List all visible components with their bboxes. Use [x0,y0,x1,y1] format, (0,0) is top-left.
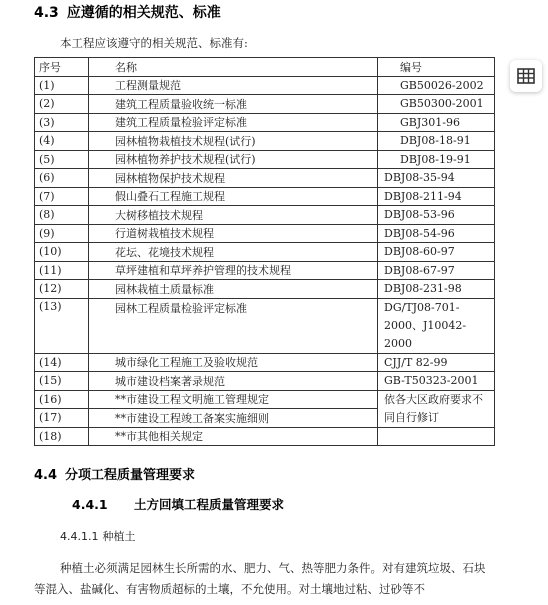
table-row [35,132,495,151]
header-name: 名称 [89,58,378,77]
row-code-empty [378,427,495,446]
row-code: DG/TJ08-701-2000、J10042-2000 [378,298,495,353]
subsubsection-heading [60,528,135,544]
row-seq: (1) [35,76,89,95]
table-row [35,150,495,169]
table-header-row [35,58,495,77]
section-title: 应遵循的相关规范、标准 [66,5,221,21]
row-code: DBJ08-231-98 [378,280,495,299]
standards-table [34,57,495,446]
table-row [35,76,495,95]
row-name: 园林植物保护技术规程 [89,169,378,188]
row-code: CJJ/T 82-99 [378,353,495,372]
row-code: GB50026-2002 [378,76,495,95]
row-seq: (17) [35,409,89,428]
section2-number: 4.4 [34,468,58,483]
row-code: GB50300-2001 [378,95,495,114]
subsection-title: 土方回填工程质量管理要求 [134,497,285,512]
section2-title: 分项工程质量管理要求 [65,468,196,483]
row-seq: (8) [35,206,89,225]
row-seq: (16) [35,390,89,409]
row-seq: (3) [35,113,89,132]
merged-note-cell: 依各大区政府要求不同自行修订 [378,390,495,427]
table-view-button[interactable] [510,60,542,92]
table-row [35,169,495,188]
intro-text: 本工程应该遵守的相关规范、标准有: [60,36,248,50]
row-seq: (15) [35,372,89,391]
row-seq: (10) [35,243,89,262]
table-grid-icon [516,66,536,86]
row-code: DBJ08-60-97 [378,243,495,262]
row-seq: (4) [35,132,89,151]
row-seq: (12) [35,280,89,299]
table-row [35,298,495,353]
table-row [35,243,495,262]
section-heading [34,2,221,22]
row-seq: (18) [35,427,89,446]
row-name: 行道树栽植技术规程 [89,224,378,243]
row-name: 大树移植技术规程 [89,206,378,225]
row-code: DBJ08-35-94 [378,169,495,188]
row-code: DBJ08-18-91 [378,132,495,151]
table-row [35,95,495,114]
table-row [35,280,495,299]
table-row [35,261,495,280]
row-code: DBJ08-211-94 [378,187,495,206]
row-name: 建筑工程质量验收统一标准 [89,95,378,114]
table-row [35,224,495,243]
table-body [35,76,495,446]
row-code: DBJ08-53-96 [378,206,495,225]
row-name: 假山叠石工程施工规程 [89,187,378,206]
row-name: 建筑工程质量检验评定标准 [89,113,378,132]
row-code: DBJ08-67-97 [378,261,495,280]
row-name: 园林植物养护技术规程(试行) [89,150,378,169]
row-seq: (5) [35,150,89,169]
row-name: 园林栽植土质量标准 [89,280,378,299]
row-name: **市建设工程文明施工管理规定 [89,390,378,409]
table-row [35,353,495,372]
row-name: 花坛、花境技术规程 [89,243,378,262]
header-code: 编号 [378,58,495,77]
subsubsection-title: 种植土 [102,530,136,543]
row-code: DBJ08-19-91 [378,150,495,169]
row-code: DBJ08-54-96 [378,224,495,243]
row-name: 园林工程质量检验评定标准 [89,298,378,353]
table-row [35,206,495,225]
table-row [35,390,495,409]
row-seq: (9) [35,224,89,243]
body-paragraph: 种植土必须满足园林生长所需的水、肥力、气、热等肥力条件。对有建筑垃圾、石块等混入、盐碱化、有害物质超标的土壤，不允使用。对土壤地过粘、过砂等不 [34,561,486,596]
row-name: 城市建设档案著录规范 [89,372,378,391]
subsection-number: 4.4.1 [72,497,108,512]
row-code: GBJ301-96 [378,113,495,132]
row-seq: (7) [35,187,89,206]
row-name: 工程测量规范 [89,76,378,95]
table-row [35,372,495,391]
row-seq: (6) [35,169,89,188]
header-seq: 序号 [35,58,89,77]
subsection-heading [72,495,284,513]
row-seq: (2) [35,95,89,114]
row-name: 城市绿化工程施工及验收规范 [89,353,378,372]
row-seq: (13) [35,298,89,353]
row-seq: (11) [35,261,89,280]
row-name: **市建设工程竣工备案实施细则 [89,409,378,428]
section-heading-2 [34,464,195,483]
table-row [35,427,495,446]
row-code: GB-T50323-2001 [378,372,495,391]
table-row [35,113,495,132]
subsubsection-number: 4.4.1.1 [60,530,99,543]
row-name: 草坪建植和草坪养护管理的技术规程 [89,261,378,280]
row-name: **市其他相关规定 [89,427,378,446]
table-row [35,187,495,206]
row-name: 园林植物栽植技术规程(试行) [89,132,378,151]
section-number: 4.3 [34,5,59,21]
row-seq: (14) [35,353,89,372]
